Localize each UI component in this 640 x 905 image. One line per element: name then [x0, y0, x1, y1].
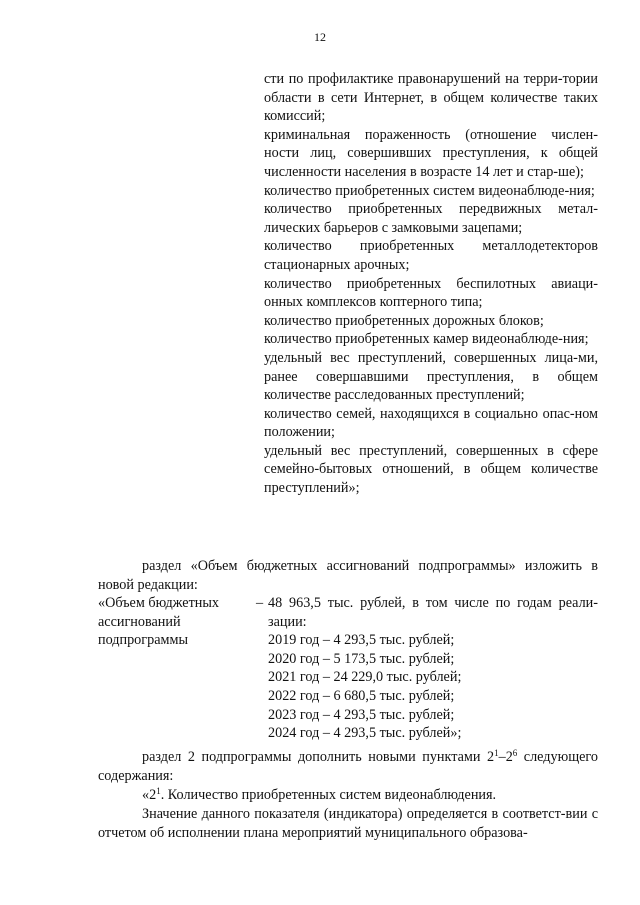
budget-year: 2020 год – 5 173,5 тыс. рублей;: [268, 650, 455, 667]
budget-section-intro: раздел «Объем бюджетных ассигнований подпрограммы» изложить в новой редакции:: [98, 558, 598, 593]
budget-year: 2023 год – 4 293,5 тыс. рублей;: [268, 706, 455, 723]
page-number: 12: [314, 30, 326, 44]
list-item: количество приобретенных дорожных блоков;: [264, 312, 544, 329]
section2-text-before: раздел 2 подпрограммы дополнить новыми пунктами 2: [142, 749, 495, 765]
budget-label-line: ассигнований: [98, 613, 181, 630]
indicator-list: [264, 70, 598, 498]
point-heading: [98, 786, 598, 805]
point-text: . Количество приобретенных систем видеонаблюдения.: [160, 787, 497, 803]
list-item: удельный вес преступлений, совершенных лица-ми, ранее совершавшими преступления, в общем количестве расследованных преступлений;: [264, 349, 598, 404]
list-item: удельный вес преступлений, совершенных в сфере семейно-бытовых отношений, в общем количестве преступлений»;: [264, 442, 598, 497]
budget-label-line: подпрограммы: [98, 632, 188, 649]
list-item: количество приобретенных камер видеонаблюде-ния;: [264, 331, 589, 348]
list-item: количество приобретенных систем видеонаблюде-ния;: [264, 182, 595, 199]
list-item: количество семей, находящихся в социально опас-ном положении;: [264, 405, 598, 441]
budget-year: 2021 год – 24 229,0 тыс. рублей;: [268, 669, 462, 686]
section2-text-after: следующего содержания:: [98, 749, 598, 784]
budget-dash: –: [256, 595, 264, 611]
budget-values: [268, 594, 598, 743]
budget-total: 48 963,5 тыс. рублей, в том числе по годам реали-зации:: [268, 595, 598, 630]
list-item: сти по профилактике правонарушений на терри-тории области в сети Интернет, в общем количестве таких комиссий;: [264, 71, 598, 125]
section2-sup-first: 1: [494, 748, 499, 758]
list-item: количество приобретенных передвижных метал-лических барьеров с замковыми зацепами;: [264, 201, 598, 236]
section2-sup-last: 6: [512, 748, 518, 758]
value-paragraph: Значение данного показателя (индикатора) определяется в соответст-вии с отчетом об исполнении плана мероприятий муниципального образова-: [98, 806, 598, 841]
list-item: количество приобретенных металлодетекторов стационарных арочных;: [264, 238, 598, 273]
budget-year: 2019 год – 4 293,5 тыс. рублей;: [268, 632, 455, 649]
budget-year: 2022 год – 6 680,5 тыс. рублей;: [268, 687, 455, 704]
budget-label: [98, 594, 238, 650]
budget-year: 2024 год – 4 293,5 тыс. рублей»;: [268, 725, 462, 742]
section2-dash: –2: [498, 749, 513, 765]
list-item: количество приобретенных беспилотных авиаци-онных комплексов коптерного типа;: [264, 275, 598, 311]
list-item: криминальная пораженность (отношение числен-ности лиц, совершивших преступления, к общей численности населения в возрасте 14 лет и стар-ше);: [264, 126, 598, 180]
point-sup: 1: [156, 786, 161, 796]
budget-label-line: «Объем бюджетных: [98, 595, 220, 611]
point-open: «2: [142, 787, 157, 803]
section2-paragraph: [98, 748, 598, 785]
